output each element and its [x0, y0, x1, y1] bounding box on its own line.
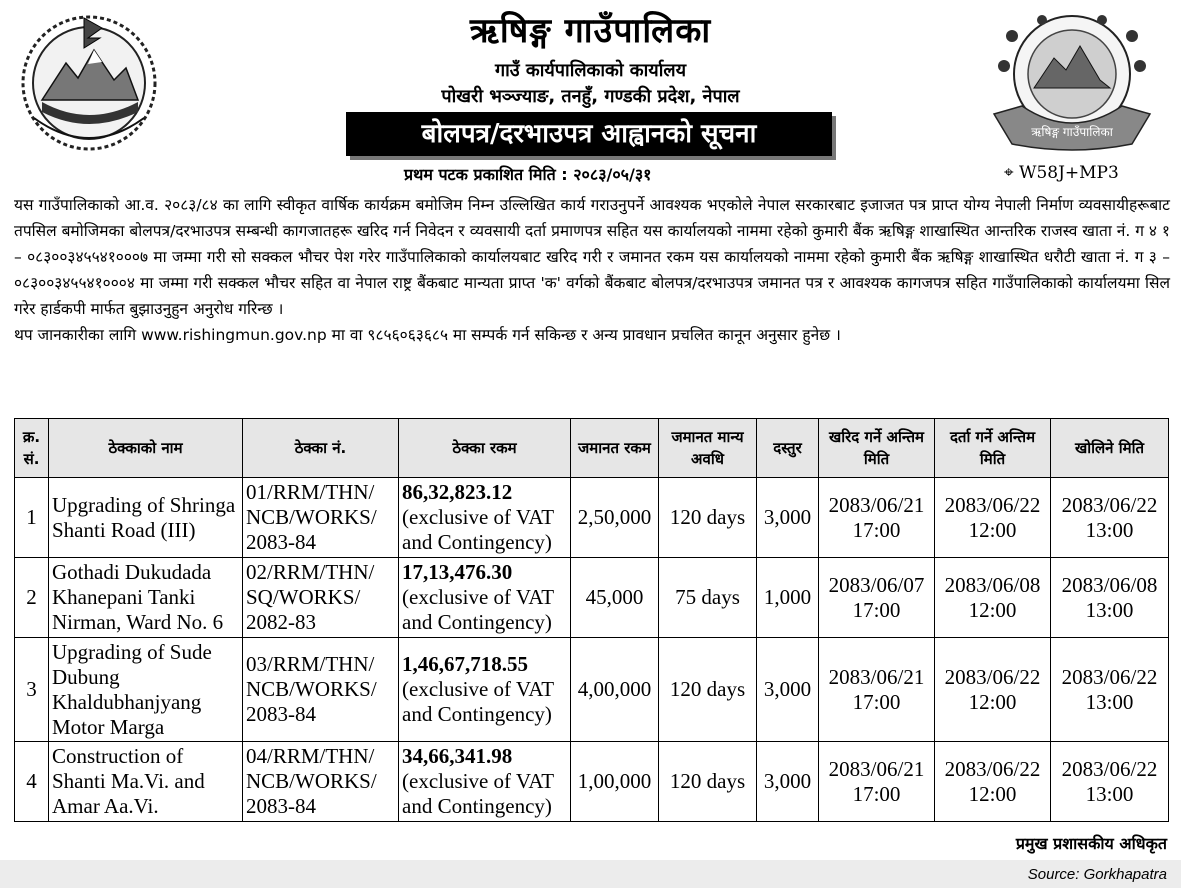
cell-registration-deadline: 2083/06/22 12:00	[935, 478, 1051, 558]
header-purchase-deadline: खरिद गर्ने अन्तिम मिति	[819, 419, 935, 478]
logo-banner-text: ऋषिङ्ग गाउँपालिका	[1031, 125, 1113, 139]
cell-validity: 120 days	[659, 742, 757, 822]
cell-fee: 3,000	[757, 742, 819, 822]
cell-security: 45,000	[571, 558, 659, 638]
cell-contract-no: 03/RRM/THN/ NCB/WORKS/ 2083-84	[243, 638, 399, 742]
cell-fee: 3,000	[757, 638, 819, 742]
cell-contract-no: 02/RRM/THN/ SQ/WORKS/ 2082-83	[243, 558, 399, 638]
cell-amount	[399, 558, 571, 638]
header-registration-deadline: दर्ता गर्ने अन्तिम मिति	[935, 419, 1051, 478]
header-security: जमानत रकम	[571, 419, 659, 478]
notice-paragraph-1: यस गाउँपालिकाको आ.व. २०८३/८४ का लागि स्वीकृत वार्षिक कार्यक्रम बमोजिम निम्न उल्लिखित कार्य गराउनुपर्ने आवश्यक भएकोले नेपाल सरकारबाट इजाजत पत्र प्राप्त योग्य नेपाली निर्माण व्यवसायीहरूबाट तपसिल बमोजिमका बोलपत्र/दरभाउपत्र सम्बन्धी कागजातहरू खरिद गर्न निवेदन र व्यवसायी दर्ता प्रमाणपत्र सहित यस कार्यालयको नाममा रहेको कुमारी बैंक ऋषिङ्ग शाखास्थित आन्तरिक राजस्व खाता नं. ग ४ १ – ०८३००३४५५४१०००७ मा जम्मा गरी सो सक्कल भौचर पेश गरेर गाउँपालिकाको कार्यालयबाट खरिद गरी र जमानत रकम यस कार्यालयको नाममा रहेको कुमारी बैंक ऋषिङ्ग शाखास्थित धरौटी खाता नं. ग ३ – ०८३००३४५५४१०००४ मा जम्मा गरी सक्कल भौचर सहित वा नेपाल राष्ट्र बैंकबाट मान्यता प्राप्त 'क' वर्गको बैंकबाट बोलपत्र/दरभाउपत्र जमानत पत्र र आवश्यक कागजपत्र सहित गाउँपालिकाको कार्यालयमा सिल गरेर हार्डकपी मार्फत बुझाउनुहुन अनुरोध गरिन्छ ।	[14, 196, 1170, 318]
cell-amount	[399, 638, 571, 742]
office-name: गाउँ कार्यपालिकाको कार्यालय	[494, 60, 687, 81]
amount-note: (exclusive of VAT and Contingency)	[402, 505, 554, 554]
cell-purchase-deadline: 2083/06/21 17:00	[819, 638, 935, 742]
cell-sn: 4	[15, 742, 49, 822]
cell-purchase-deadline: 2083/06/07 17:00	[819, 558, 935, 638]
cell-sn: 2	[15, 558, 49, 638]
cell-opening-date: 2083/06/22 13:00	[1051, 638, 1169, 742]
header-amount: ठेक्का रकम	[399, 419, 571, 478]
notice-header	[0, 0, 1181, 190]
cell-contract-no: 04/RRM/THN/ NCB/WORKS/ 2083-84	[243, 742, 399, 822]
cell-security: 4,00,000	[571, 638, 659, 742]
cell-registration-deadline: 2083/06/08 12:00	[935, 558, 1051, 638]
source-credit: Source: Gorkhapatra	[1027, 866, 1167, 883]
cell-sn: 1	[15, 478, 49, 558]
notice-body	[14, 192, 1170, 348]
table-row	[15, 742, 1169, 822]
cell-opening-date: 2083/06/22 13:00	[1051, 742, 1169, 822]
table-header-row	[15, 419, 1169, 478]
cell-contract-no: 01/RRM/THN/ NCB/WORKS/ 2083-84	[243, 478, 399, 558]
amount-value: 17,13,476.30	[402, 560, 513, 584]
amount-value: 86,32,823.12	[402, 480, 513, 504]
table-row	[15, 478, 1169, 558]
office-address: पोखरी भञ्ज्याङ, तनहुँ, गण्डकी प्रदेश, नेपाल	[441, 86, 740, 107]
cell-opening-date: 2083/06/22 13:00	[1051, 478, 1169, 558]
cell-name: Upgrading of Sude Dubung Khaldubhanjyang Motor Marga	[49, 638, 243, 742]
cell-amount	[399, 478, 571, 558]
tender-table	[14, 418, 1169, 822]
cell-fee: 1,000	[757, 558, 819, 638]
notice-paragraph-2: थप जानकारीका लागि www.rishingmun.gov.np मा वा ९८५६०६३६८५ मा सम्पर्क गर्न सकिन्छ र अन्य प्रावधान प्रचलित कानून अनुसार हुनेछ ।	[14, 326, 841, 344]
cell-registration-deadline: 2083/06/22 12:00	[935, 742, 1051, 822]
amount-value: 34,66,341.98	[402, 744, 513, 768]
cell-purchase-deadline: 2083/06/21 17:00	[819, 742, 935, 822]
table-row	[15, 638, 1169, 742]
municipality-title: ऋषिङ्ग गाउँपालिका	[469, 11, 712, 51]
cell-name: Upgrading of Shringa Shanti Road (III)	[49, 478, 243, 558]
amount-note: (exclusive of VAT and Contingency)	[402, 769, 554, 818]
amount-note: (exclusive of VAT and Contingency)	[402, 677, 554, 726]
plus-code: ⌖ W58J+MP3	[1004, 163, 1119, 183]
cell-security: 1,00,000	[571, 742, 659, 822]
amount-value: 1,46,67,718.55	[402, 652, 528, 676]
header-name: ठेक्काको नाम	[49, 419, 243, 478]
table-row	[15, 558, 1169, 638]
header-validity: जमानत मान्य अवधि	[659, 419, 757, 478]
header-contract-no: ठेक्का नं.	[243, 419, 399, 478]
cell-sn: 3	[15, 638, 49, 742]
cell-purchase-deadline: 2083/06/21 17:00	[819, 478, 935, 558]
cell-validity: 120 days	[659, 478, 757, 558]
cell-amount	[399, 742, 571, 822]
published-date: प्रथम पटक प्रकाशित मिति : २०८३/०५/३१	[404, 165, 652, 184]
cell-opening-date: 2083/06/08 13:00	[1051, 558, 1169, 638]
amount-note: (exclusive of VAT and Contingency)	[402, 585, 554, 634]
rishing-municipality-logo-icon	[982, 6, 1162, 156]
header-opening-date: खोलिने मिति	[1051, 419, 1169, 478]
header-sn: क्र. सं.	[15, 419, 49, 478]
notice-title: बोलपत्र/दरभाउपत्र आह्वानको सूचना	[346, 112, 832, 156]
cell-fee: 3,000	[757, 478, 819, 558]
footer-band	[0, 860, 1181, 888]
cell-name: Construction of Shanti Ma.Vi. and Amar Aa.Vi.	[49, 742, 243, 822]
cell-registration-deadline: 2083/06/22 12:00	[935, 638, 1051, 742]
cell-name: Gothadi Dukudada Khanepani Tanki Nirman, Ward No. 6	[49, 558, 243, 638]
cell-security: 2,50,000	[571, 478, 659, 558]
header-fee: दस्तुर	[757, 419, 819, 478]
cell-validity: 120 days	[659, 638, 757, 742]
signatory: प्रमुख प्रशासकीय अधिकृत	[1015, 834, 1167, 853]
cell-validity: 75 days	[659, 558, 757, 638]
